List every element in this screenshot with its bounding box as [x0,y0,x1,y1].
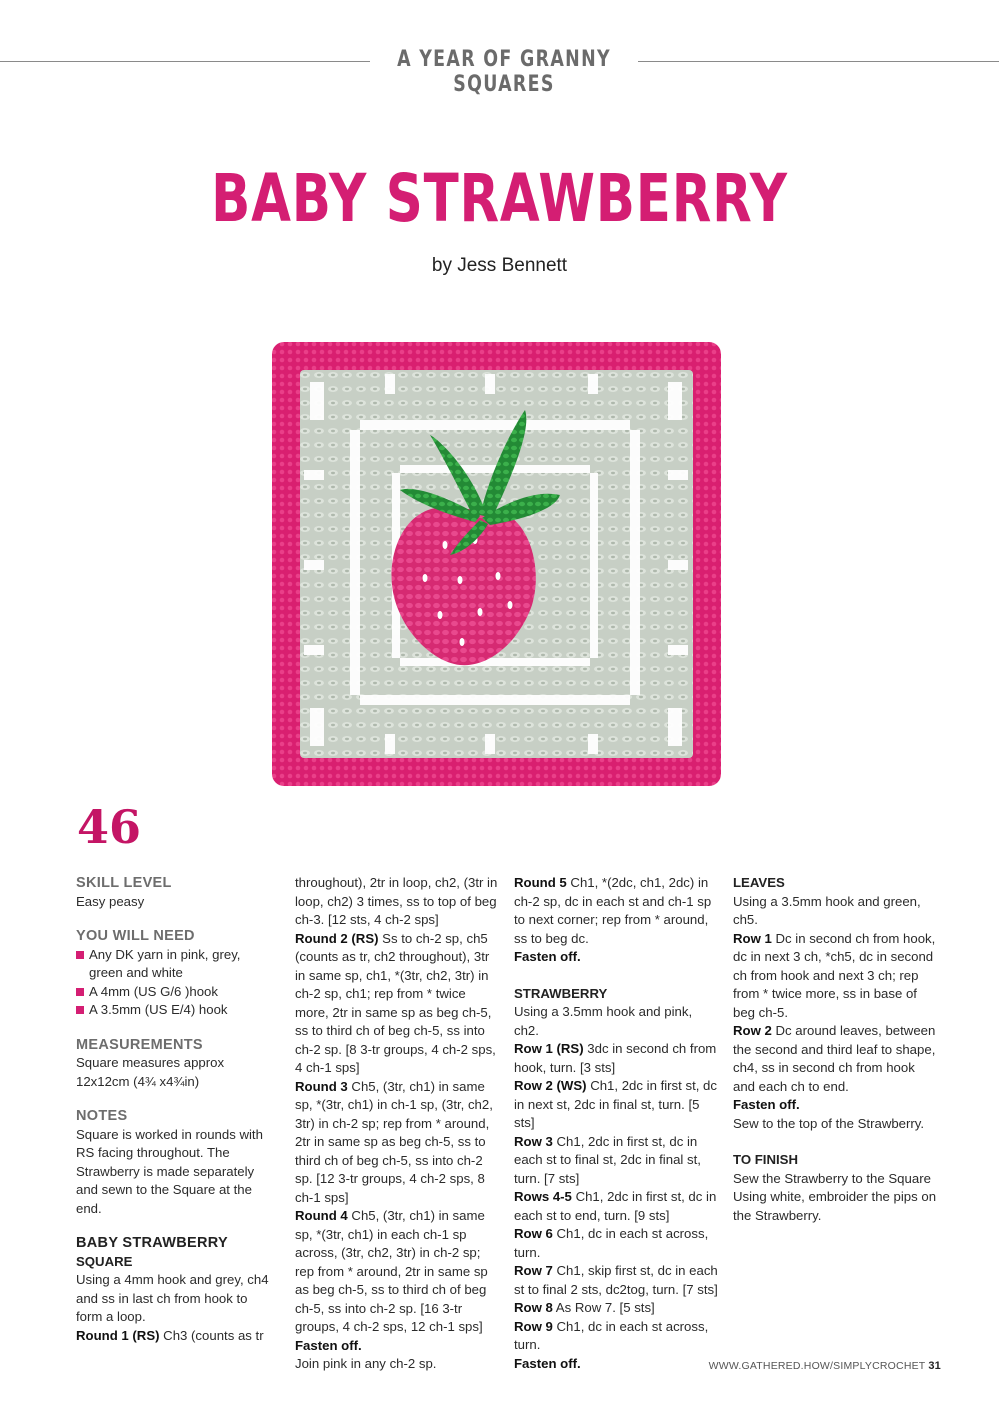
row-item: Row 9 Ch1, dc in each st across, turn. [514,1318,709,1352]
fasten-off: Fasten off. [514,1355,581,1371]
footer [709,1360,941,1372]
measurements-heading: MEASUREMENTS [76,1036,203,1053]
row-item: Row 2 (WS) Ch1, 2dc in first st, dc in next st, 2dc in final st, turn. [5 sts] [514,1078,717,1130]
round-1-cont: throughout), 2tr in loop, ch2, (3tr in loop, ch2) 3 times, ss to top of beg ch-3. [12 sts, 4 ch-2 sps] [295,875,498,927]
header-rule-right [638,61,999,62]
fasten-off: Fasten off. [733,1097,800,1112]
round-2: Round 2 (RS) Ss to ch-2 sp, ch5 (counts as tr, ch2 throughout), 3tr in same sp, ch1, *(3tr, ch2, 3tr) in ch-2 sp, ch1; rep from * twice more, 2tr in same sp as beg ch-5, ss to third ch of beg ch-5, ss into ch-2 sp. [8 3-tr groups, 4 ch-2 sps, 4 ch-1 sps] [295,930,496,1075]
footer-url[interactable]: WWW.GATHERED.HOW/SIMPLYCROCHET [708,1360,926,1372]
need-heading: YOU WILL NEED [76,928,195,944]
page-title: BABY STRAWBERRY [211,160,788,237]
fasten-off: Fasten off. [514,949,581,964]
fasten-off: Fasten off. [295,1337,362,1353]
notes-text: Square is worked in rounds with RS facing throughout. The Strawberry is made separately and sewn to the Square at the end. [76,1126,263,1216]
page-number: 31 [928,1360,941,1372]
finish-text: Sew the Strawberry to the Square Using white, embroider the pips on the Strawberry. [733,1170,937,1223]
skill-heading: SKILL LEVEL [76,875,172,891]
sew-text: Sew to the top of the Strawberry. [733,1115,925,1131]
column-3 [514,874,719,1373]
round-1: Round 1 (RS) Ch3 (counts as tr [76,1327,264,1343]
need-item: A 3.5mm (US E/4) hook [76,1001,276,1020]
row-item: Row 7 Ch1, skip first st, dc in each st to final 2 sts, dc2tog, turn. [7 sts] [514,1263,718,1297]
row-item: Row 1 (RS) 3dc in second ch from hook, turn. [3 sts] [514,1041,717,1075]
round-4: Round 4 Ch5, (3tr, ch1) in same sp, *(3tr, ch1) in each ch-1 sp across, (3tr, ch2, 3tr) in ch-2 sp; rep from * around, 2tr in same sp as beg ch-5, ss to third ch of beg ch-5, ss into ch-2 sp. [16 3-tr groups, 4 ch-2 sps, 12 ch-1 sps] [295,1208,488,1334]
skill-text: Easy peasy [76,893,145,909]
column-2 [295,874,500,1374]
strawberry-intro: Using a 3.5mm hook and pink, ch2. [514,1004,693,1038]
leaves-heading: LEAVES [733,875,785,890]
row-item: Rows 4-5 Ch1, 2dc in first st, dc in each st to end, turn. [9 sts] [514,1189,717,1223]
column-1 [76,874,276,1345]
round-3: Round 3 Ch5, (3tr, ch1) in same sp, *(3tr, ch1) in ch-1 sp, (3tr, ch2, 3tr) in ch-2 sp; rep from * around, 2tr in same sp as beg ch-5, ss to third ch of beg ch-5, ss into ch-2 sp. [12 3-tr groups, 4 ch-2 sps, 8 ch-1 sps] [295,1078,493,1205]
finish-heading: TO FINISH [733,1152,798,1167]
header-rule-left [0,61,370,62]
row-item: Row 3 Ch1, 2dc in first st, dc in each st to final st, 2dc in final st, turn. [7 sts] [514,1133,701,1186]
pattern-number: 46 [77,800,142,854]
square-text: Using a 4mm hook and grey, ch4 and ss in last ch from hook to form a loop. [76,1272,269,1324]
strawberry-heading: STRAWBERRY [514,985,608,1001]
need-item: Any DK yarn in pink, grey, green and white [76,946,276,983]
row-item: Row 8 As Row 7. [5 sts] [514,1300,655,1315]
baby-strawberry-heading: BABY STRAWBERRY [76,1235,228,1251]
notes-heading: NOTES [76,1108,128,1124]
row-item: Row 6 Ch1, dc in each st across, turn. [514,1226,709,1260]
running-header: A YEAR OF GRANNY SQUARES [397,47,611,97]
round-1-label: Round 1 (RS) [76,1327,160,1343]
leaves-row-2: Row 2 Dc around leaves, between the second and third leaf to shape, ch4, ss in second ch from hook and each ch to end. [733,1023,936,1094]
join-text: Join pink in any ch-2 sp. [295,1356,437,1371]
byline: by Jess Bennett [431,255,568,276]
leaves-row-1: Row 1 Dc in second ch from hook, dc in next 3 ch, *ch5, dc in second ch from hook and next 3 ch; rep from * twice more, ss in base of beg ch-5. [733,930,936,1020]
measurements-text: Square measures approx 12x12cm (4¾ x4¾in) [76,1055,225,1089]
crochet-square-photo [270,340,723,788]
need-item: A 4mm (US G/6 )hook [76,983,276,1002]
leaves-intro: Using a 3.5mm hook and green, ch5. [733,893,921,927]
column-4 [733,874,938,1225]
square-heading: SQUARE [76,1253,133,1269]
round-5: Round 5 Ch1, *(2dc, ch1, 2dc) in ch-2 sp, dc in each st and ch-1 sp to next corner; rep from * around, ss to beg dc. [514,875,712,946]
